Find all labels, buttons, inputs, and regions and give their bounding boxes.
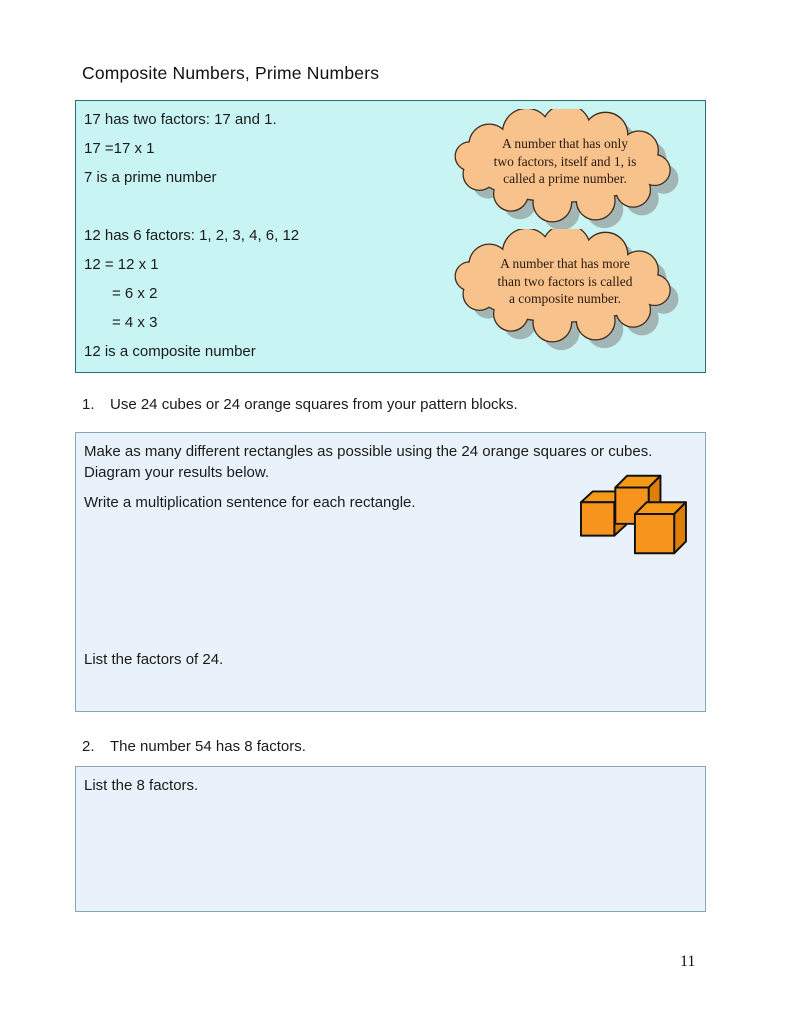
cloud-line: A number that has only — [502, 136, 628, 151]
question-1 — [82, 396, 518, 413]
question-2-text: The number 54 has 8 factors. — [110, 738, 306, 755]
cloud-line: A number that has more — [500, 256, 630, 271]
cloud-line: than two factors is called — [497, 273, 633, 289]
activity-instruction-1: Make as many different rectangles as possible using the 24 orange squares or cubes. — [84, 443, 653, 460]
cloud-line: called a prime number. — [503, 171, 627, 186]
list-factors-prompt: List the factors of 24. — [84, 651, 224, 668]
example-box — [75, 100, 706, 373]
example-line: 17 =17 x 1 — [84, 140, 155, 157]
question-2-number: 2. — [82, 738, 95, 755]
example-line: 17 has two factors: 17 and 1. — [84, 111, 277, 128]
composite-definition-text — [465, 255, 665, 308]
example-line: 12 has 6 factors: 1, 2, 3, 4, 6, 12 — [84, 227, 300, 244]
answer-prompt: List the 8 factors. — [84, 777, 199, 794]
page-number: 11 — [680, 953, 696, 970]
page-title: Composite Numbers, Prime Numbers — [82, 63, 380, 83]
example-line: 12 = 12 x 1 — [84, 256, 159, 273]
prime-definition-callout — [449, 109, 699, 239]
activity-box — [75, 432, 706, 712]
composite-definition-callout — [449, 229, 699, 359]
question-1-text: Use 24 cubes or 24 orange squares from your pattern blocks. — [110, 396, 518, 413]
example-line: 12 is a composite number — [84, 343, 256, 360]
orange-cubes-icon — [573, 463, 691, 566]
activity-instruction-3: Write a multiplication sentence for each rectangle. — [84, 494, 416, 511]
example-line: = 4 x 3 — [112, 314, 158, 331]
question-1-number: 1. — [82, 396, 95, 413]
example-line: 7 is a prime number — [84, 169, 217, 186]
cloud-line: a composite number. — [508, 291, 622, 306]
question-2 — [82, 738, 306, 755]
example-line: = 6 x 2 — [112, 285, 158, 302]
answer-box — [75, 766, 706, 912]
prime-definition-text — [465, 135, 665, 188]
cloud-line: two factors, itself and 1, is — [493, 153, 637, 169]
activity-instruction-2: Diagram your results below. — [84, 464, 270, 481]
